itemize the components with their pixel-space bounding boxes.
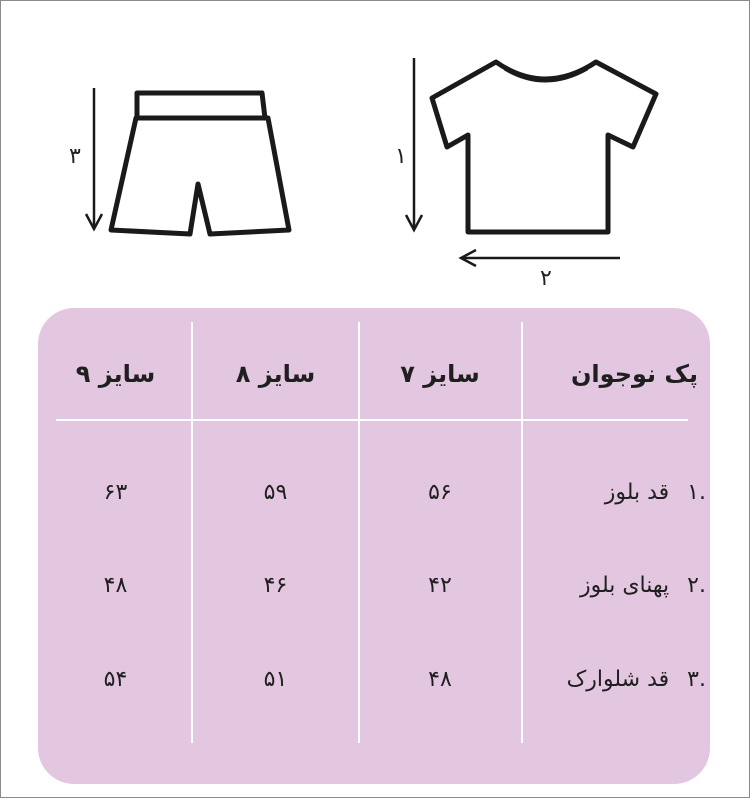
- shorts-length-arrow: [86, 88, 102, 229]
- row-number: .۲: [687, 573, 706, 598]
- shorts-dimension-label: ۳: [69, 144, 81, 169]
- table-cell: ۵۹: [263, 480, 288, 505]
- row-title: قد بلوز: [604, 480, 670, 505]
- row-title: پهنای بلوز: [579, 573, 670, 598]
- table-cell: ۴۶: [263, 573, 288, 598]
- shirt-width-label: ۲: [540, 266, 552, 291]
- header-divider: [56, 419, 688, 421]
- table-cell: ۵۶: [428, 480, 452, 505]
- header-size-7: سایز ۷: [400, 360, 480, 388]
- table-cell: ۴۲: [428, 573, 452, 598]
- row-2-label: [580, 573, 706, 598]
- shirt-length-arrow: [406, 58, 422, 230]
- column-divider: [521, 322, 523, 743]
- row-number: .۳: [687, 667, 706, 692]
- row-number: .۱: [687, 480, 706, 505]
- garment-illustrations: [0, 0, 750, 300]
- table-cell: ۶۳: [103, 480, 128, 505]
- table-cell: ۵۴: [103, 667, 128, 692]
- shirt-icon: [432, 62, 656, 232]
- header-label: پک نوجوان: [570, 360, 698, 388]
- table-cell: ۴۸: [428, 667, 452, 692]
- shirt-width-arrow: [461, 250, 620, 266]
- header-size-8: سایز ۸: [235, 360, 316, 388]
- shorts-icon: [111, 93, 289, 234]
- row-3-label: [567, 667, 706, 692]
- row-title: قد شلوارک: [566, 667, 670, 692]
- table-cell: ۵۱: [263, 667, 288, 692]
- table-cell: ۴۸: [103, 573, 128, 598]
- shirt-height-label: ۱: [395, 144, 407, 169]
- row-1-label: [605, 480, 706, 505]
- header-size-9: سایز ۹: [75, 360, 156, 388]
- garment-drawing: [0, 0, 750, 300]
